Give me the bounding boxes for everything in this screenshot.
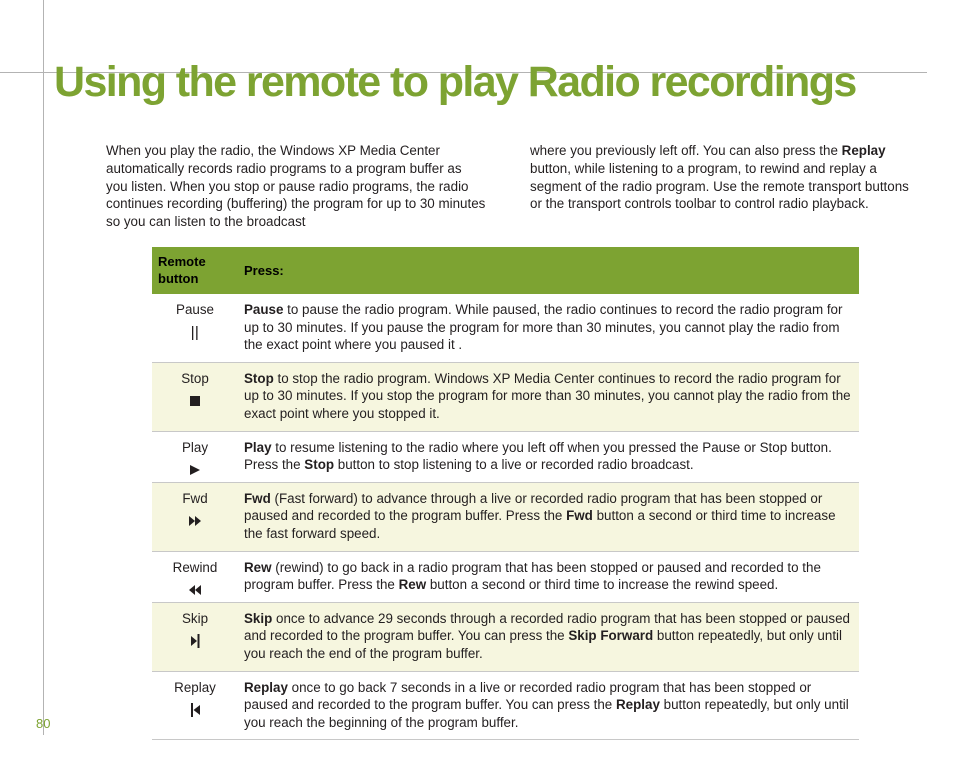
remote-buttons-table [152, 247, 859, 740]
remote-button-cell [152, 482, 238, 551]
press-description [238, 671, 859, 740]
remote-button-cell [152, 551, 238, 602]
description-text: button to stop listening to a live or recorded radio broadcast. [334, 457, 694, 473]
table-header-row [152, 247, 859, 294]
description-bold: Play [244, 439, 272, 455]
intro-text: button, while listening to a program, to rewind and replay a segment of the radio program. Use the remote transport buttons or the transport controls toolbar to control radio playback. [530, 160, 909, 212]
description-text: (Fast forward) to advance through a live or recorded radio program that has been stopped or paused and recorded to the program buffer. Press the [244, 490, 823, 524]
description-bold: Rew [244, 559, 272, 575]
skip-forward-icon [191, 634, 200, 648]
description-text: (rewind) to go back in a radio program that has been stopped or paused and recorded to the program buffer. Press the [244, 559, 821, 593]
remote-button-cell [152, 671, 238, 740]
header-press: Press: [238, 247, 859, 294]
description-bold: Stop [244, 370, 274, 386]
description-bold: Fwd [566, 508, 593, 524]
description-bold: Stop [304, 457, 335, 473]
press-description [238, 431, 859, 482]
table-row [152, 551, 859, 602]
remote-button-name: Play [181, 439, 209, 455]
intro-bold-replay: Replay [841, 143, 886, 158]
press-description [238, 294, 859, 362]
table-row [152, 602, 859, 671]
intro-column-1: When you play the radio, the Windows XP Media Center automatically records radio programs to a program buffer as you listen. When you stop or pause radio programs, the radio continues recording (buffering) the program for up to 30 minutes so you can listen to the broadcast [106, 143, 486, 230]
intro-text: where you previously left off. You can also press the [530, 143, 842, 158]
table-row [152, 294, 859, 362]
description-text: once to go back 7 seconds in a live or recorded radio program that has been stopped or paused and recorded to the program buffer. You can press the [244, 679, 812, 713]
remote-button-name: Pause [176, 302, 214, 317]
description-text: to resume listening to the radio where you left off when you pressed the Pause or Stop button. Press the [244, 439, 832, 473]
table-row [152, 671, 859, 740]
rewind-icon [189, 583, 201, 597]
play-icon [190, 463, 200, 477]
page-number: 80 [36, 716, 51, 731]
remote-button-cell [152, 602, 238, 671]
remote-button-cell [152, 294, 238, 362]
pause-icon [192, 326, 198, 340]
replay-icon [191, 703, 200, 717]
stop-icon [190, 394, 200, 408]
description-text: button a second or third time to increase the fast forward speed. [244, 508, 836, 541]
press-description [238, 482, 859, 551]
remote-button-cell [152, 362, 238, 431]
description-text: once to advance 29 seconds through a recorded radio program that has been stopped or paused and recorded to the program buffer. You can press the [244, 610, 850, 644]
description-text: button a second or third time to increase the rewind speed. [426, 577, 779, 593]
description-bold: Rew [398, 577, 427, 593]
press-description [238, 551, 859, 602]
table-row [152, 431, 859, 482]
description-text: to stop the radio program. Windows XP Media Center continues to record the radio program for up to 30 minutes. If you stop the program for more than 30 minutes, you cannot play the radio from the exact point where you stopped it. [244, 370, 851, 421]
description-bold: Pause [244, 302, 284, 317]
remote-button-name: Replay [174, 679, 216, 695]
press-description [238, 602, 859, 671]
table-row [152, 362, 859, 431]
remote-button-name: Skip [181, 610, 209, 626]
remote-button-cell [152, 431, 238, 482]
description-bold: Skip Forward [568, 628, 654, 644]
header-remote-button: Remote button [152, 247, 238, 294]
description-text: to pause the radio program. While paused, the radio continues to record the radio program for up to 30 minutes. If you pause the program for more than 30 minutes, you cannot play the radio from the exact point where you paused it . [244, 302, 843, 353]
remote-button-name: Stop [181, 370, 209, 386]
description-bold: Replay [615, 697, 660, 713]
description-bold: Fwd [244, 490, 271, 506]
table-body [152, 294, 859, 740]
description-bold: Replay [244, 679, 288, 695]
description-text: button repeatedly, but only until you reach the end of the program buffer. [244, 628, 842, 661]
press-description [238, 362, 859, 431]
margin-vertical-rule [43, 0, 44, 735]
table-row [152, 482, 859, 551]
description-bold: Skip [244, 610, 273, 626]
description-text: button repeatedly, but only until you reach the beginning of the program buffer. [244, 697, 849, 730]
remote-button-name: Rewind [172, 559, 218, 575]
remote-button-name: Fwd [182, 490, 208, 506]
fast-forward-icon [189, 514, 201, 528]
page-title: Using the remote to play Radio recordings [54, 58, 856, 106]
intro-column-2 [530, 142, 910, 213]
